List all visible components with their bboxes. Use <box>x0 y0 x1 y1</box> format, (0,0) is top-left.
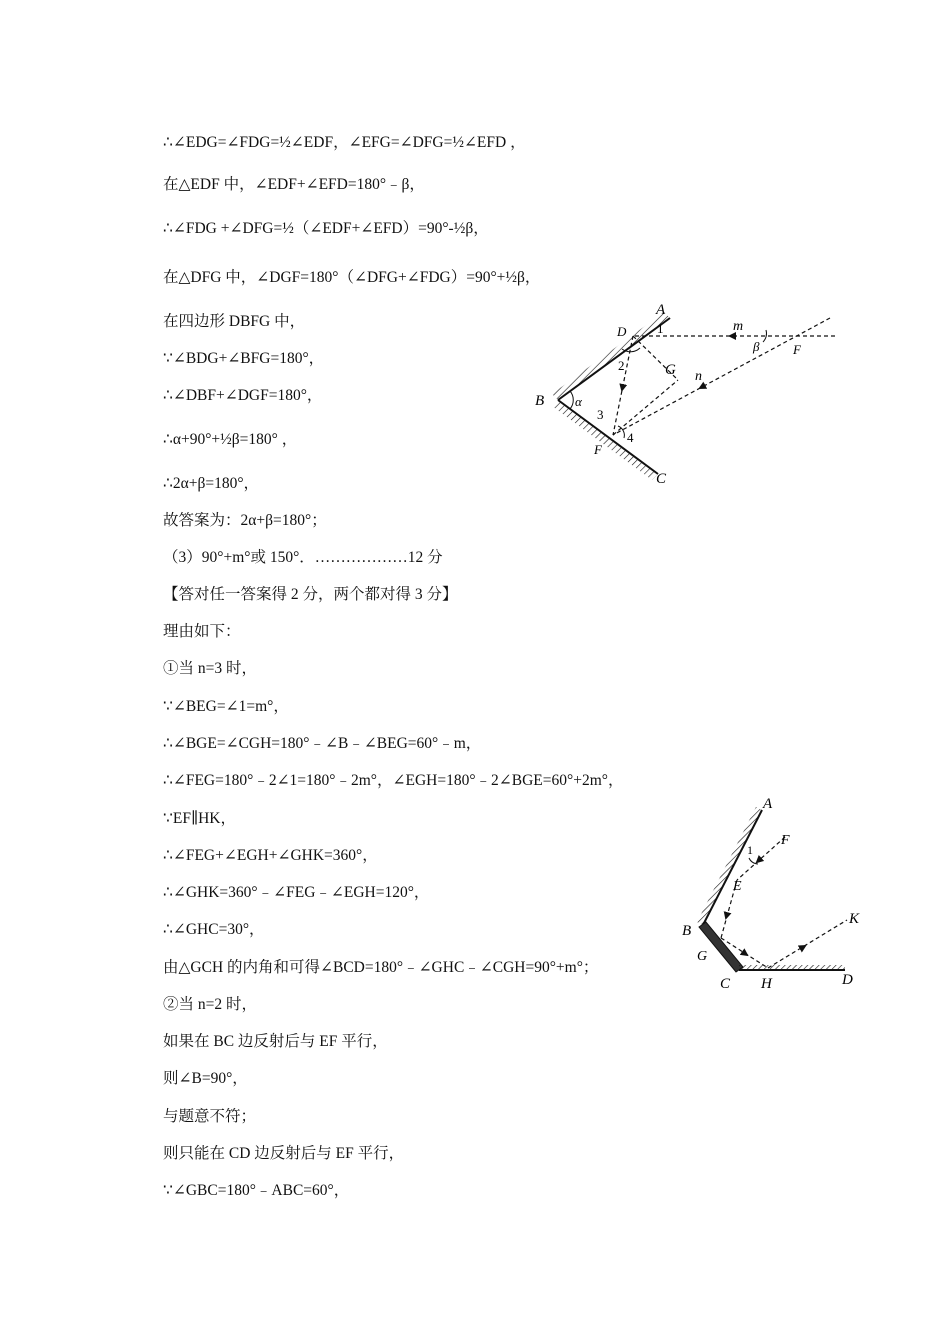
label-1: 1 <box>747 843 753 857</box>
label-F-right: F <box>793 342 801 357</box>
reflection-figure-2 <box>675 792 870 992</box>
label-H: H <box>761 976 772 992</box>
label-F: F <box>781 833 790 848</box>
text-line: ②当 n=2 时， <box>163 996 257 1013</box>
label-G: G <box>665 362 676 378</box>
text-line: ∵EF∥HK， <box>163 810 236 827</box>
label-K: K <box>849 911 860 927</box>
text-line: ∴∠FDG +∠DFG=½（∠EDF+∠EFD）=90°-½β， <box>163 220 489 237</box>
label-1: 1 <box>657 321 664 336</box>
label-beta: β <box>753 339 760 354</box>
label-D: D <box>617 324 627 339</box>
label-F-bottom: F <box>594 442 602 457</box>
text-line: ∴α+90°+½β=180° ， <box>163 431 298 448</box>
label-E: E <box>733 879 742 894</box>
label-C: C <box>720 976 731 992</box>
label-3: 3 <box>597 407 604 422</box>
text-line: （3）90°+m°或 150°．………………12 分 <box>163 549 443 566</box>
text-line: ∵∠GBC=180°﹣ABC=60°， <box>163 1182 350 1199</box>
label-A: A <box>763 796 773 812</box>
label-A: A <box>656 302 666 318</box>
text-line: ∴∠FEG+∠EGH+∠GHK=360°， <box>163 847 378 864</box>
text-line: ①当 n=3 时， <box>163 660 257 677</box>
text-line: 在四边形 DBFG 中， <box>163 313 306 330</box>
label-n: n <box>695 369 702 384</box>
label-m: m <box>733 319 744 334</box>
text-line: 与题意不符； <box>163 1108 257 1125</box>
label-G: G <box>697 949 708 964</box>
text-line: ∴∠GHC=30°， <box>163 921 265 938</box>
text-line: 则∠B=90°， <box>163 1070 248 1087</box>
text-line: 如果在 BC 边反射后与 EF 平行， <box>163 1033 388 1050</box>
text-line: ∴∠GHK=360°﹣∠FEG﹣∠EGH=120°， <box>163 884 430 901</box>
text-line: 故答案为：2α+β=180°； <box>163 512 327 529</box>
text-line: ∴∠EDG=∠FDG=½∠EDF，∠EFG=∠DFG=½∠EFD ， <box>163 134 526 151</box>
label-C: C <box>656 471 667 487</box>
text-line: 在△DFG 中，∠DGF=180°（∠DFG+∠FDG）=90°+½β， <box>163 269 541 286</box>
label-B: B <box>535 393 545 409</box>
text-line: 【答对任一答案得 2 分，两个都对得 3 分】 <box>163 586 458 603</box>
text-line: ∴∠DBF+∠DGF=180°， <box>163 387 323 404</box>
text-line: ∴2α+β=180°， <box>163 475 260 492</box>
label-4: 4 <box>627 430 634 445</box>
text-line: 在△EDF 中，∠EDF+∠EFD=180°﹣β， <box>163 176 425 193</box>
reflection-figure-1 <box>530 298 845 493</box>
label-B: B <box>682 923 692 939</box>
text-line: ∵∠BDG+∠BFG=180°， <box>163 350 325 367</box>
text-line: ∴∠BGE=∠CGH=180°﹣∠B﹣∠BEG=60°﹣m， <box>163 735 482 752</box>
text-line: 由△GCH 的内角和可得∠BCD=180°﹣∠GHC﹣∠CGH=90°+m°； <box>163 959 599 976</box>
label-D: D <box>842 972 853 988</box>
label-alpha: α <box>575 394 582 409</box>
label-2: 2 <box>618 358 625 373</box>
text-line: 理由如下： <box>163 623 241 640</box>
text-line: ∵∠BEG=∠1=m°， <box>163 698 289 715</box>
text-line: ∴∠FEG=180°﹣2∠1=180°﹣2m°，∠EGH=180°﹣2∠BGE=60°+2m°， <box>163 772 624 789</box>
text-line: 则只能在 CD 边反射后与 EF 平行， <box>163 1145 405 1162</box>
